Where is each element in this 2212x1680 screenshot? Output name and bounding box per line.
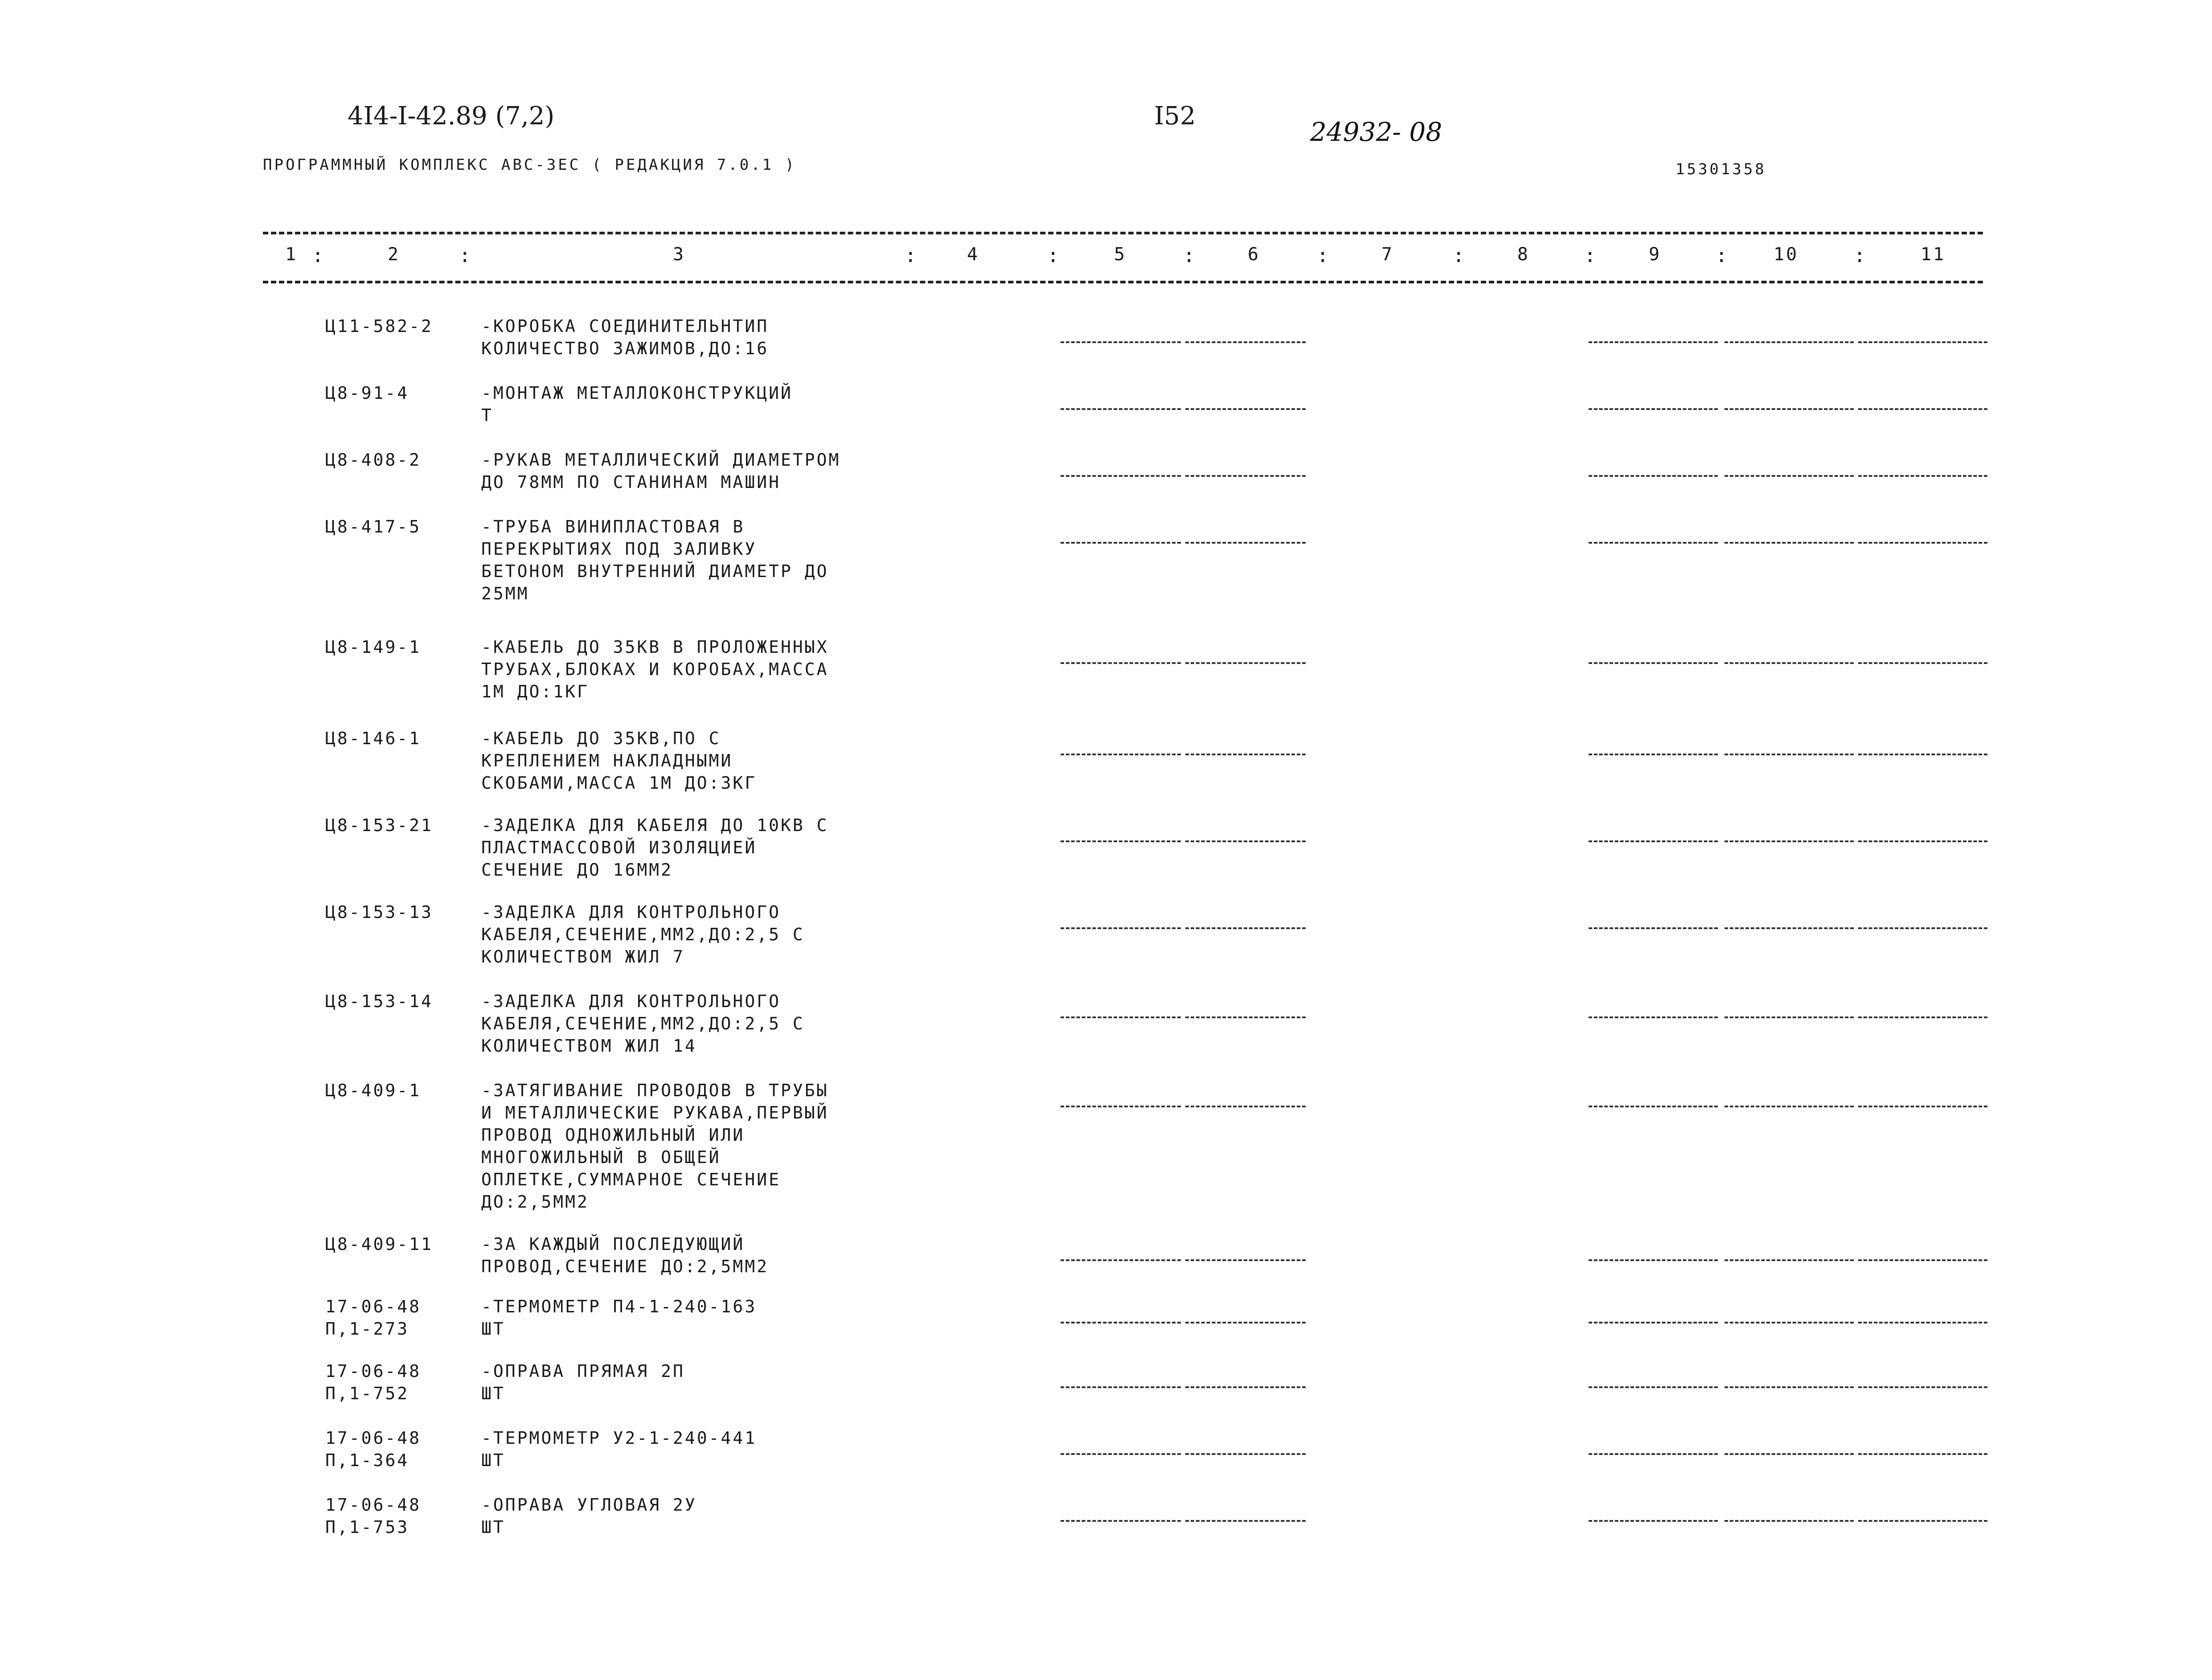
cell-dash-rule <box>1858 840 1987 842</box>
resource-code: Ц8-408-2 <box>325 450 422 470</box>
cell-dash-rule <box>1589 754 1718 755</box>
work-description: ПРОВОД ОДНОЖИЛЬНЫЙ ИЛИ <box>481 1125 745 1145</box>
cell-dash-rule <box>1858 341 1987 343</box>
resource-code: Ц11-582-2 <box>325 316 433 336</box>
column-header-7: 7 <box>1381 244 1394 265</box>
work-description: -КОРОБКА СОЕДИНИТЕЛЬНТИП <box>481 316 769 336</box>
cell-dash-rule <box>1858 1322 1987 1324</box>
cell-dash-rule <box>1589 1453 1718 1455</box>
work-description: -ЗАДЕЛКА ДЛЯ КОНТРОЛЬНОГО <box>481 992 781 1011</box>
work-description: ДО 78ММ ПО СТАНИНАМ МАШИН <box>481 472 781 492</box>
cell-dash-rule <box>1589 1106 1718 1107</box>
cell-dash-rule <box>1185 1106 1306 1107</box>
resource-code: Ц8-153-21 <box>325 815 433 835</box>
column-header-4: 4 <box>967 244 980 265</box>
column-separator: : <box>1047 244 1059 267</box>
work-description: -ЗАТЯГИВАНИЕ ПРОВОДОВ В ТРУБЫ <box>481 1081 829 1100</box>
cell-dash-rule <box>1185 927 1306 929</box>
cell-dash-rule <box>1725 408 1854 410</box>
resource-code: Ц8-409-1 <box>325 1081 422 1100</box>
column-separator: : <box>1854 244 1866 267</box>
work-description: ШТ <box>481 1384 505 1403</box>
work-description: МНОГОЖИЛЬНЫЙ В ОБЩЕЙ <box>481 1147 721 1167</box>
cell-dash-rule <box>1061 542 1181 544</box>
column-separator: : <box>1453 244 1465 267</box>
cell-dash-rule <box>1061 1322 1181 1324</box>
cell-dash-rule <box>1858 475 1987 477</box>
work-description: ШТ <box>481 1517 505 1537</box>
cell-dash-rule <box>1725 542 1854 544</box>
column-header-10: 10 <box>1774 244 1799 265</box>
cell-dash-rule <box>1725 840 1854 842</box>
resource-code: 17-06-48 <box>325 1361 422 1381</box>
resource-code: Ц8-149-1 <box>325 637 422 657</box>
column-header-8: 8 <box>1517 244 1530 265</box>
cell-dash-rule <box>1589 1259 1718 1261</box>
work-description: ДО:2,5ММ2 <box>481 1192 589 1212</box>
cell-dash-rule <box>1725 754 1854 755</box>
work-description: -ОПРАВА ПРЯМАЯ 2П <box>481 1361 685 1381</box>
cell-dash-rule <box>1858 1106 1987 1107</box>
cell-dash-rule <box>1725 341 1854 343</box>
cell-dash-rule <box>1858 1520 1987 1522</box>
resource-code: 17-06-48 <box>325 1428 422 1448</box>
work-description: ТРУБАХ,БЛОКАХ И КОРОБАХ,МАССА <box>481 660 829 679</box>
work-description: -МОНТАЖ МЕТАЛЛОКОНСТРУКЦИЙ <box>481 383 793 403</box>
page-number: I52 <box>1154 102 1196 131</box>
cell-dash-rule <box>1185 662 1306 664</box>
cell-dash-rule <box>1725 1520 1854 1522</box>
resource-code: Ц8-91-4 <box>325 383 410 403</box>
cell-dash-rule <box>1185 1453 1306 1455</box>
cell-dash-rule <box>1185 1386 1306 1388</box>
cell-dash-rule <box>1061 754 1181 755</box>
cell-dash-rule <box>1185 840 1306 842</box>
cell-dash-rule <box>1061 662 1181 664</box>
work-description: ПЕРЕКРЫТИЯХ ПОД ЗАЛИВКУ <box>481 539 757 559</box>
work-description: ШТ <box>481 1319 505 1339</box>
handwritten-number: 24932- 08 <box>1310 117 1442 147</box>
cell-dash-rule <box>1061 408 1181 410</box>
cell-dash-rule <box>1185 1016 1306 1018</box>
work-description: -ТЕРМОМЕТР П4-1-240-163 <box>481 1297 757 1316</box>
work-description: СКОБАМИ,МАССА 1М ДО:3КГ <box>481 773 757 793</box>
cell-dash-rule <box>1589 341 1718 343</box>
work-description: -ТЕРМОМЕТР У2-1-240-441 <box>481 1428 757 1448</box>
cell-dash-rule <box>1858 542 1987 544</box>
work-description: -ТРУБА ВИНИПЛАСТОВАЯ В <box>481 517 745 537</box>
resource-code: П,1-753 <box>325 1517 410 1537</box>
work-description: -КАБЕЛЬ ДО 35КВ В ПРОЛОЖЕННЫХ <box>481 637 829 657</box>
cell-dash-rule <box>1589 542 1718 544</box>
work-description: ОПЛЕТКЕ,СУММАРНОЕ СЕЧЕНИЕ <box>481 1170 781 1189</box>
cell-dash-rule <box>1185 754 1306 755</box>
cell-dash-rule <box>1858 927 1987 929</box>
cell-dash-rule <box>1858 1259 1987 1261</box>
cell-dash-rule <box>1185 1322 1306 1324</box>
cell-dash-rule <box>1061 341 1181 343</box>
cell-dash-rule <box>1589 662 1718 664</box>
program-title: ПРОГРАММНЫЙ КОМПЛЕКС АВС-ЗЕС ( РЕДАКЦИЯ 7.0.1 ) <box>263 156 797 174</box>
cell-dash-rule <box>1061 1106 1181 1107</box>
cell-dash-rule <box>1858 1016 1987 1018</box>
cell-dash-rule <box>1589 1386 1718 1388</box>
cell-dash-rule <box>1725 1106 1854 1107</box>
cell-dash-rule <box>1061 1016 1181 1018</box>
cell-dash-rule <box>1725 1453 1854 1455</box>
cell-dash-rule <box>1858 408 1987 410</box>
work-description: КАБЕЛЯ,СЕЧЕНИЕ,ММ2,ДО:2,5 С <box>481 1014 805 1033</box>
cell-dash-rule <box>1858 1386 1987 1388</box>
cell-dash-rule <box>1061 1386 1181 1388</box>
cell-dash-rule <box>1589 1520 1718 1522</box>
column-separator: : <box>905 244 917 267</box>
cell-dash-rule <box>1858 754 1987 755</box>
resource-code: Ц8-417-5 <box>325 517 422 537</box>
work-description: СЕЧЕНИЕ ДО 16ММ2 <box>481 860 673 880</box>
work-description: И МЕТАЛЛИЧЕСКИЕ РУКАВА,ПЕРВЫЙ <box>481 1103 829 1123</box>
cell-dash-rule <box>1725 475 1854 477</box>
column-header-9: 9 <box>1649 244 1662 265</box>
work-description: -КАБЕЛЬ ДО 35КВ,ПО С <box>481 729 721 748</box>
column-header-3: 3 <box>673 244 686 265</box>
work-description: -ЗАДЕЛКА ДЛЯ КАБЕЛЯ ДО 10КВ С <box>481 815 829 835</box>
resource-code: П,1-273 <box>325 1319 410 1339</box>
cell-dash-rule <box>1725 1386 1854 1388</box>
cell-dash-rule <box>1725 662 1854 664</box>
column-separator: : <box>459 244 471 267</box>
cell-dash-rule <box>1858 1453 1987 1455</box>
work-description: ПЛАСТМАССОВОЙ ИЗОЛЯЦИЕЙ <box>481 838 757 857</box>
column-header-6: 6 <box>1248 244 1261 265</box>
work-description: Т <box>481 406 493 425</box>
cell-dash-rule <box>1725 1259 1854 1261</box>
resource-code: П,1-752 <box>325 1384 410 1403</box>
column-separator: : <box>312 244 324 267</box>
cell-dash-rule <box>1589 927 1718 929</box>
cell-dash-rule <box>1061 1520 1181 1522</box>
column-separator: : <box>1183 244 1195 267</box>
cell-dash-rule <box>1185 1520 1306 1522</box>
work-description: 25ММ <box>481 584 529 603</box>
work-description: КОЛИЧЕСТВО ЗАЖИМОВ,ДО:16 <box>481 339 769 358</box>
work-description: ПРОВОД,СЕЧЕНИЕ ДО:2,5ММ2 <box>481 1257 769 1276</box>
work-description: 1М ДО:1КГ <box>481 682 589 701</box>
work-description: ШТ <box>481 1451 505 1470</box>
column-header-5: 5 <box>1114 244 1127 265</box>
cell-dash-rule <box>1061 840 1181 842</box>
column-header-2: 2 <box>388 244 401 265</box>
cell-dash-rule <box>1725 927 1854 929</box>
work-description: КОЛИЧЕСТВОМ ЖИЛ 7 <box>481 947 685 967</box>
cell-dash-rule <box>1061 1259 1181 1261</box>
work-description: БЕТОНОМ ВНУТРЕННИЙ ДИАМЕТР ДО <box>481 561 829 581</box>
work-description: КРЕПЛЕНИЕМ НАКЛАДНЫМИ <box>481 751 733 770</box>
cell-dash-rule <box>1589 1322 1718 1324</box>
document-id: 15301358 <box>1675 160 1766 178</box>
cell-dash-rule <box>1725 1016 1854 1018</box>
work-description: -ЗА КАЖДЫЙ ПОСЛЕДУЮЩИЙ <box>481 1234 745 1254</box>
resource-code: Ц8-409-11 <box>325 1234 433 1254</box>
resource-code: П,1-364 <box>325 1451 410 1470</box>
column-header-11: 11 <box>1921 244 1946 265</box>
work-description: -ЗАДЕЛКА ДЛЯ КОНТРОЛЬНОГО <box>481 902 781 922</box>
cell-dash-rule <box>1725 1322 1854 1324</box>
cell-dash-rule <box>1589 475 1718 477</box>
resource-code: Ц8-146-1 <box>325 729 422 748</box>
cell-dash-rule <box>1589 408 1718 410</box>
column-separator: : <box>1317 244 1329 267</box>
cell-dash-rule <box>1185 475 1306 477</box>
work-description: -РУКАВ МЕТАЛЛИЧЕСКИЙ ДИАМЕТРОМ <box>481 450 841 470</box>
work-description: КАБЕЛЯ,СЕЧЕНИЕ,ММ2,ДО:2,5 С <box>481 925 805 944</box>
cell-dash-rule <box>1061 475 1181 477</box>
resource-code: 17-06-48 <box>325 1495 422 1515</box>
cell-dash-rule <box>1589 840 1718 842</box>
cell-dash-rule <box>1185 542 1306 544</box>
cell-dash-rule <box>1858 662 1987 664</box>
work-description: КОЛИЧЕСТВОМ ЖИЛ 14 <box>481 1036 697 1056</box>
cell-dash-rule <box>1061 927 1181 929</box>
cell-dash-rule <box>1185 1259 1306 1261</box>
cell-dash-rule <box>1589 1016 1718 1018</box>
document-code: 4I4-I-42.89 (7,2) <box>348 102 555 131</box>
cell-dash-rule <box>1185 341 1306 343</box>
column-header-1: 1 <box>285 244 298 265</box>
column-separator: : <box>1716 244 1728 267</box>
resource-code: 17-06-48 <box>325 1297 422 1316</box>
column-separator: : <box>1584 244 1596 267</box>
resource-code: Ц8-153-13 <box>325 902 433 922</box>
work-description: -ОПРАВА УГЛОВАЯ 2У <box>481 1495 697 1515</box>
cell-dash-rule <box>1061 1453 1181 1455</box>
cell-dash-rule <box>1185 408 1306 410</box>
resource-code: Ц8-153-14 <box>325 992 433 1011</box>
